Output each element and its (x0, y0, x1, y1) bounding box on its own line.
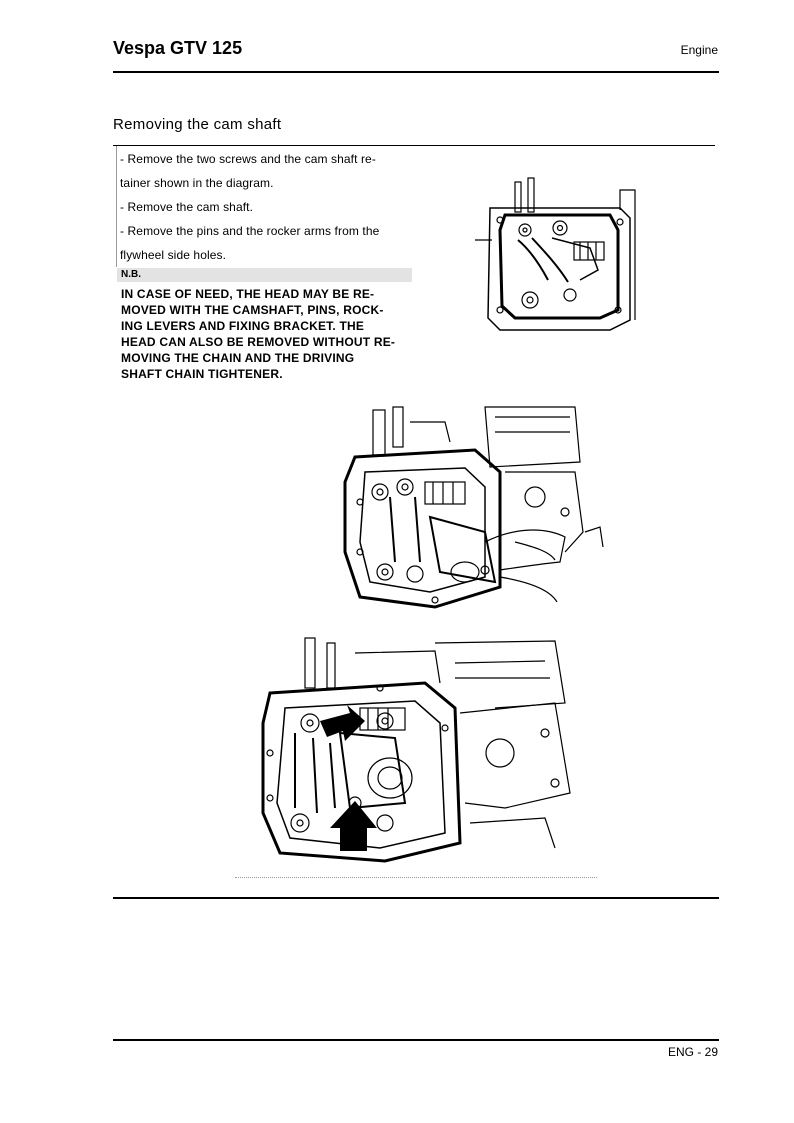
note-line-5: MOVING THE CHAIN AND THE DRIVING (121, 351, 355, 365)
engine-head-diagram-small (470, 170, 645, 340)
camshaft-retainer-diagram (255, 633, 585, 873)
step-line-1: - Remove the two screws and the cam shaft re- (120, 152, 376, 166)
step-column-rule (116, 146, 117, 267)
document-title: Vespa GTV 125 (113, 38, 243, 58)
note-line-6: SHAFT CHAIN TIGHTENER. (121, 367, 283, 381)
content-end-rule (113, 897, 719, 899)
figure-dotted-rule (235, 877, 597, 878)
note-header-bar (117, 268, 412, 282)
note-text (121, 286, 421, 382)
note-label: N.B. (121, 269, 141, 280)
note-line-1: IN CASE OF NEED, THE HEAD MAY BE RE- (121, 287, 375, 301)
note-line-4: HEAD CAN ALSO BE REMOVED WITHOUT RE- (121, 335, 396, 349)
note-line-3: ING LEVERS AND FIXING BRACKET. THE (121, 319, 365, 333)
camshaft-removal-illustration (335, 402, 610, 622)
page-number: ENG - 29 (667, 1045, 718, 1059)
section-rule (113, 145, 715, 146)
step-line-3: - Remove the cam shaft. (120, 200, 254, 214)
step-line-2: tainer shown in the diagram. (120, 176, 274, 190)
note-line-2: MOVED WITH THE CAMSHAFT, PINS, ROCK- (121, 303, 384, 317)
section-title: Removing the cam shaft (113, 116, 282, 133)
header-rule (113, 71, 719, 73)
section-name: Engine (680, 43, 718, 57)
step-line-4: - Remove the pins and the rocker arms from the (120, 224, 380, 238)
step-line-5: flywheel side holes. (120, 248, 227, 262)
footer-rule (113, 1039, 719, 1041)
